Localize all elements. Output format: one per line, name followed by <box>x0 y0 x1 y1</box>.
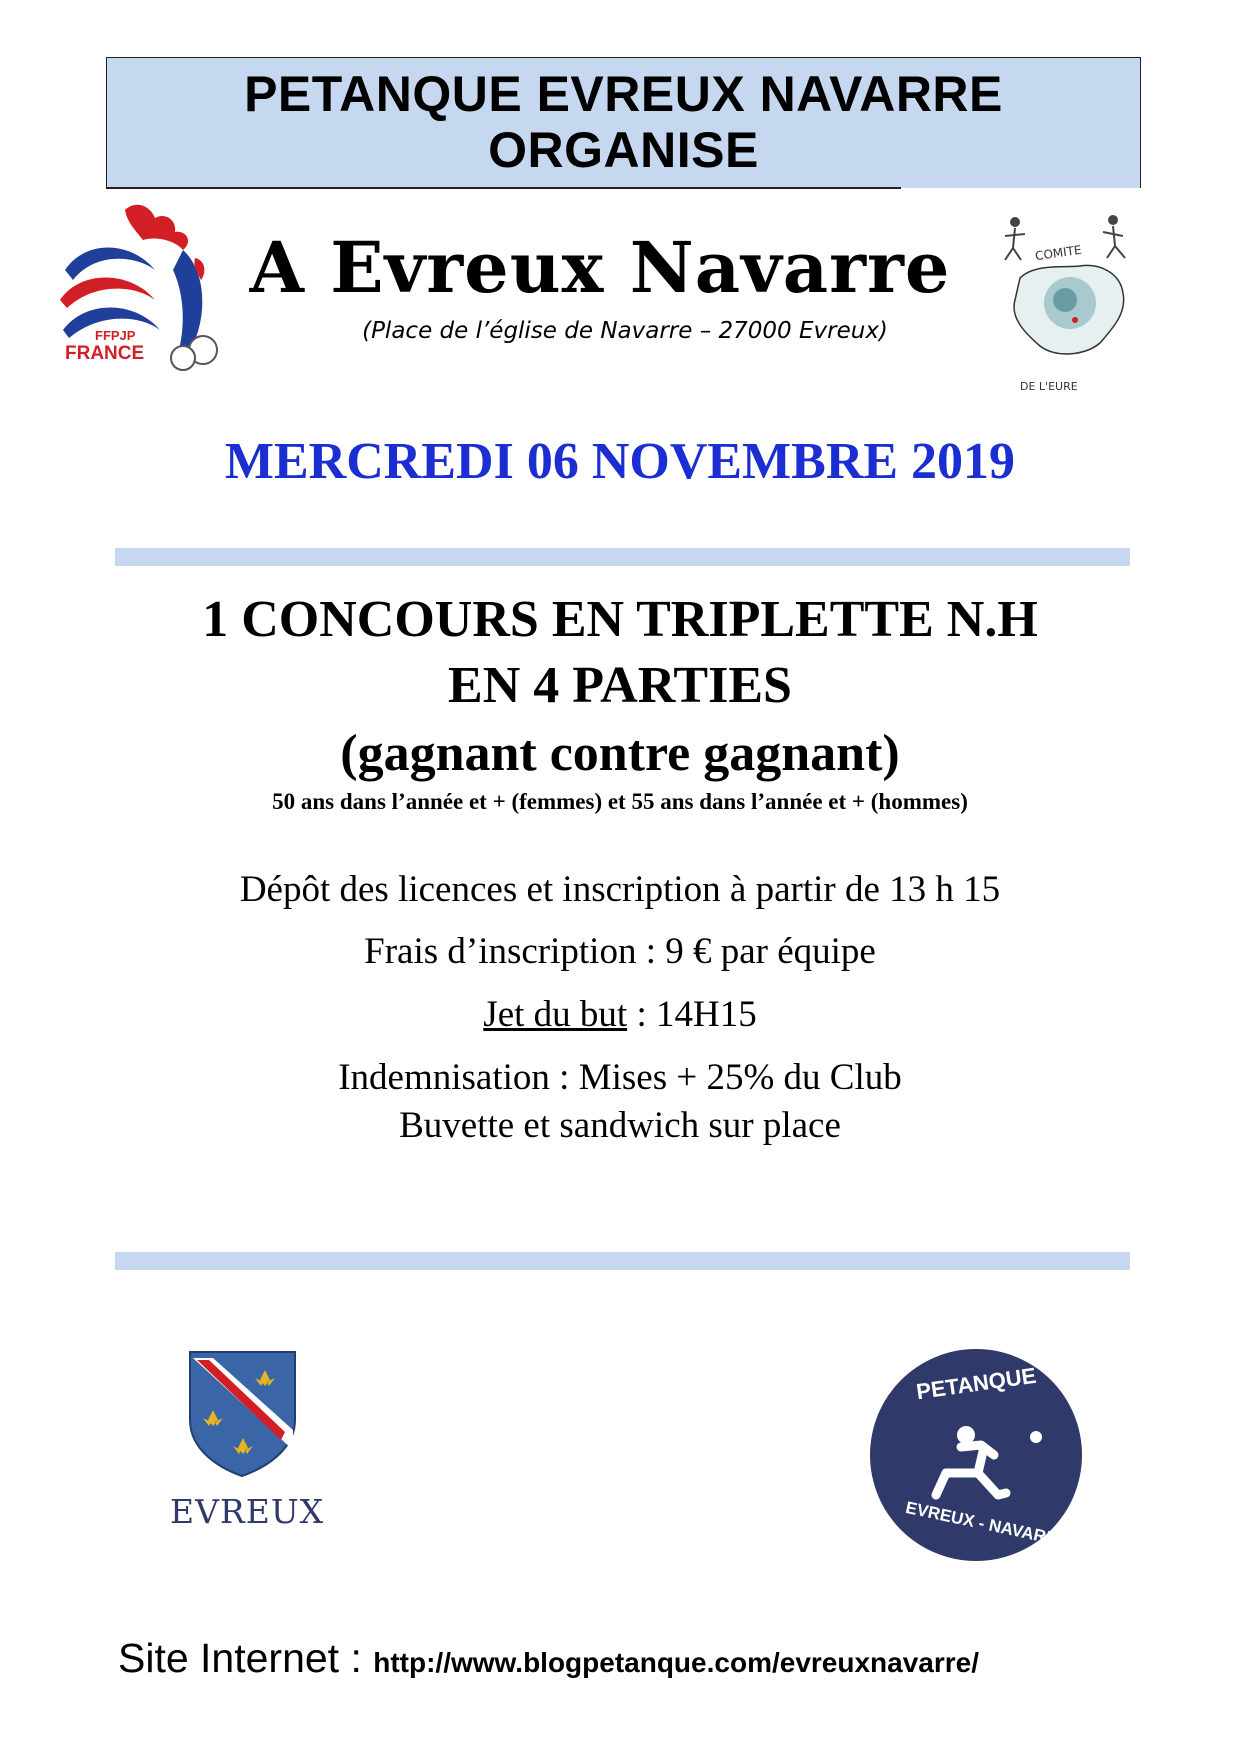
evreux-logo <box>170 1350 330 1540</box>
venue-title: A Evreux Navarre <box>249 226 951 309</box>
refreshments-info: Buvette et sandwich sur place <box>399 1105 841 1146</box>
jet-label: Jet du but <box>483 994 628 1035</box>
competition-line-2: EN 4 PARTIES <box>448 657 792 714</box>
header-line-1: PETANQUE EVREUX NAVARRE <box>244 66 1003 122</box>
comite-sub-label: DE L'EURE <box>1020 380 1078 393</box>
jet-time: : 14H15 <box>627 994 757 1035</box>
registration-info: Dépôt des licences et inscription à partir de 13 h 15 <box>239 869 1001 910</box>
club-label-top: PETANQUE <box>914 1362 1038 1405</box>
age-requirements: 50 ans dans l’année et + (femmes) et 55 ans dans l’année et + (hommes) <box>272 789 968 814</box>
jet-info <box>0 993 1240 1037</box>
fees-info: Frais d’inscription : 9 € par équipe <box>364 931 876 972</box>
website-url-link[interactable]: http://www.blogpetanque.com/evreuxnavarre/ <box>373 1647 979 1678</box>
club-logo <box>866 1345 1086 1565</box>
city-name: EVREUX <box>170 1492 325 1531</box>
event-date: MERCREDI 06 NOVEMBRE 2019 <box>224 433 1016 490</box>
ffpjp-label: FFPJP <box>95 328 136 343</box>
compensation-info: Indemnisation : Mises + 25% du Club <box>338 1057 902 1098</box>
comite-label: COMITE <box>1034 242 1083 264</box>
separator-top <box>115 548 1130 566</box>
club-label-bottom: EVREUX - NAVARRE <box>903 1497 1071 1552</box>
competition-line-3: (gagnant contre gagnant) <box>340 725 900 782</box>
header-banner <box>106 57 1141 188</box>
website-label: Site Internet : <box>118 1635 374 1681</box>
header-line-2: ORGANISE <box>488 122 759 178</box>
comite-logo <box>995 208 1140 408</box>
banner-divider <box>106 187 901 189</box>
eure-map-icon <box>995 208 1140 408</box>
venue-address: (Place de l’église de Navarre – 27000 Evreux) <box>362 318 888 344</box>
competition-line-1: 1 CONCOURS EN TRIPLETTE N.H <box>202 591 1038 648</box>
website-footer <box>118 1635 979 1682</box>
coat-of-arms-icon <box>185 1350 330 1480</box>
separator-bottom <box>115 1252 1130 1270</box>
ffpjp-country: FRANCE <box>65 343 145 364</box>
